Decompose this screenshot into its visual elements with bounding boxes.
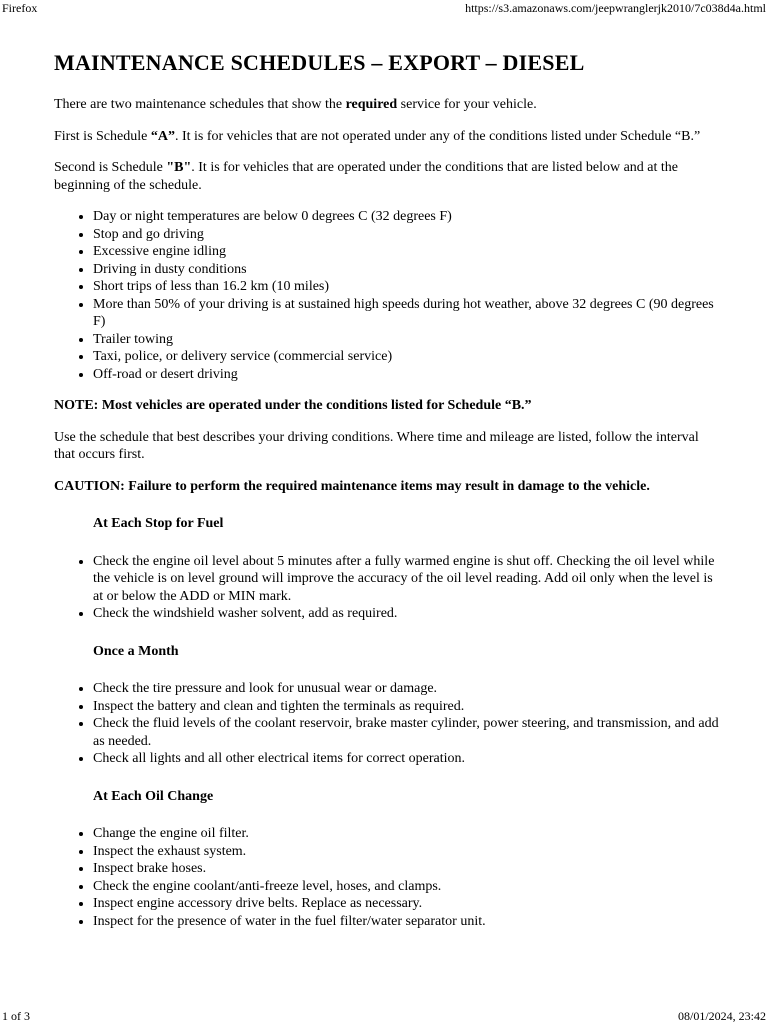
list-item: • Change the engine oil filter.	[93, 825, 722, 843]
print-footer	[0, 1008, 768, 1024]
list-item: • Check the tire pressure and look for unusual wear or damage.	[93, 680, 722, 698]
list-item: • Inspect for the presence of water in the fuel filter/water separator unit.	[93, 913, 722, 931]
list-item: • Check the windshield washer solvent, add as required.	[93, 605, 722, 623]
list-item: • Taxi, police, or delivery service (commercial service)	[93, 348, 722, 366]
browser-name: Firefox	[2, 1, 38, 15]
list-item: • Check all lights and all other electrical items for correct operation.	[93, 750, 722, 768]
schedule-a-paragraph: First is Schedule “A”. It is for vehicles that are not operated under any of the conditions listed under Schedule “B.”	[54, 128, 701, 144]
list-item: • Inspect engine accessory drive belts. Replace as necessary.	[93, 895, 722, 913]
print-header	[0, 0, 768, 16]
section-heading-monthly: Once a Month	[93, 643, 179, 659]
list-item: • Trailer towing	[93, 331, 722, 349]
list-item: • Driving in dusty conditions	[93, 261, 722, 279]
list-item: • Inspect brake hoses.	[93, 860, 722, 878]
list-item: • Stop and go driving	[93, 226, 722, 244]
list-item: • Day or night temperatures are below 0 degrees C (32 degrees F)	[93, 208, 722, 226]
intro-paragraph: There are two maintenance schedules that show the required service for your vehicle.	[54, 97, 537, 112]
list-item: • Excessive engine idling	[93, 243, 722, 261]
list-item: • Check the engine oil level about 5 minutes after a fully warmed engine is shut off. Checking the oil level while the vehicle is on level ground will improve the accuracy of the oil level reading. Add oil only when the level is at or below the ADD or MIN mark.	[93, 553, 722, 606]
list-item: • Check the fluid levels of the coolant reservoir, brake master cylinder, power steering, and transmission, and add as needed.	[93, 715, 722, 750]
usage-paragraph: Use the schedule that best describes your driving conditions. Where time and mileage are listed, follow the interval that occurs first.	[54, 429, 699, 462]
list-item: • Short trips of less than 16.2 km (10 miles)	[93, 278, 722, 296]
list-item: • More than 50% of your driving is at sustained high speeds during hot weather, above 32 degrees C (90 degrees F)	[93, 296, 722, 331]
print-timestamp: 08/01/2024, 23:42	[677, 1009, 766, 1023]
list-item: • Check the engine coolant/anti-freeze level, hoses, and clamps.	[93, 878, 722, 896]
page-url[interactable]: https://s3.amazonaws.com/jeepwranglerjk2010/7c038d4a.html	[465, 1, 766, 15]
note-paragraph: NOTE: Most vehicles are operated under the conditions listed for Schedule “B.”	[54, 398, 532, 413]
section-heading-oil-change: At Each Oil Change	[93, 788, 214, 804]
caution-paragraph: CAUTION: Failure to perform the required maintenance items may result in damage to the vehicle.	[54, 478, 650, 494]
section-heading-fuel-stop: At Each Stop for Fuel	[93, 516, 224, 531]
monthly-list	[54, 680, 722, 768]
conditions-list	[54, 208, 722, 383]
schedule-b-paragraph: Second is Schedule "B". It is for vehicles that are operated under the conditions that are listed below and at the beginning of the schedule.	[54, 160, 678, 193]
fuel-stop-list	[54, 553, 722, 623]
oil-change-list	[54, 825, 722, 930]
document-body	[54, 50, 722, 944]
list-item: • Inspect the exhaust system.	[93, 843, 722, 861]
page-title: MAINTENANCE SCHEDULES – EXPORT – DIESEL	[54, 50, 585, 75]
list-item: • Inspect the battery and clean and tighten the terminals as required.	[93, 698, 722, 716]
list-item: • Off-road or desert driving	[93, 366, 722, 384]
page-indicator: 1 of 3	[2, 1009, 30, 1023]
